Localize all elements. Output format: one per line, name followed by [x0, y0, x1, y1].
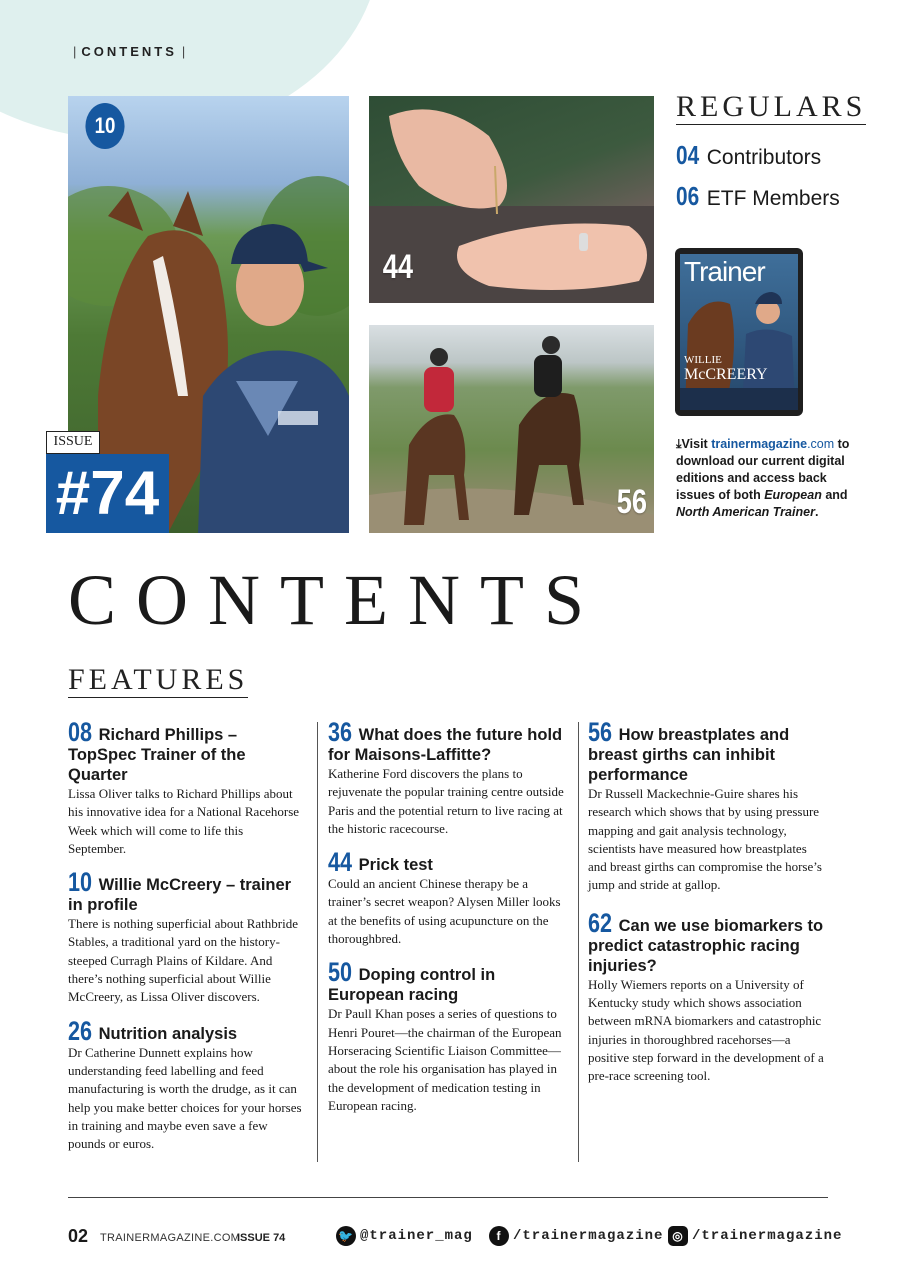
feature-page-number: 50 — [328, 957, 353, 988]
footer-site[interactable]: TRAINERMAGAZINE.COM — [100, 1232, 241, 1244]
feature-title — [328, 957, 564, 1005]
feature-headline: Can we use biomarkers to predict catastrophic racing injuries? — [588, 916, 824, 975]
acupuncture-photo[interactable] — [369, 96, 654, 303]
column-divider — [578, 722, 579, 1162]
feature-item[interactable] — [68, 717, 304, 858]
visit-prefix: Visit — [681, 437, 712, 451]
website-link[interactable]: trainermagazine — [711, 437, 808, 451]
section-header: | CONTENTS | — [73, 44, 186, 59]
magazine-cover-art — [680, 254, 798, 410]
section-header-label: CONTENTS — [81, 44, 177, 59]
feature-page-number: 62 — [588, 907, 613, 938]
feature-title — [328, 717, 564, 765]
website-link-tld[interactable]: .com — [807, 437, 835, 451]
column-divider — [317, 722, 318, 1162]
feature-item[interactable] — [588, 717, 828, 895]
feature-description: Could an ancient Chinese therapy be a trainer’s secret weapon? Alysen Miller looks at the benefits of using acupuncture on the thoroughbred. — [328, 876, 561, 947]
feature-title — [68, 1015, 304, 1046]
feature-item[interactable] — [328, 717, 564, 838]
feature-page-number: 56 — [588, 717, 613, 747]
feature-item[interactable] — [588, 907, 828, 1086]
magazine-name-line1: WILLIE — [684, 354, 722, 366]
instagram-link[interactable] — [668, 1226, 842, 1246]
feature-item[interactable] — [328, 957, 564, 1115]
regulars-title: REGULARS — [676, 90, 867, 123]
feature-page-number: 26 — [68, 1015, 93, 1046]
feature-page-number: 10 — [68, 867, 93, 898]
download-icon: ⤓ — [676, 437, 682, 451]
page-number: 02 — [68, 1226, 89, 1246]
regular-item-number: 04 — [676, 140, 700, 170]
magazine-masthead: Trainer — [684, 256, 765, 287]
feature-page-number: 08 — [68, 717, 93, 747]
features-title: FEATURES — [68, 663, 249, 696]
facebook-icon: f — [489, 1226, 509, 1246]
feature-description: Katherine Ford discovers the plans to rejuvenate the popular training centre outside Paris and the potential return to live racing at the historic racecourse. — [328, 766, 564, 836]
feature-headline: How breastplates and breast girths can inhibit performance — [588, 726, 790, 784]
visit-text: to download our current digital editions and access back issues of both — [676, 437, 850, 502]
feature-number: 10 — [94, 113, 116, 138]
footer-divider — [68, 1197, 828, 1198]
visit-and: and — [821, 488, 848, 502]
magazine-cover-tablet[interactable] — [675, 248, 803, 416]
magazine-name-line2: McCREERY — [684, 366, 768, 383]
feature-item[interactable] — [68, 867, 304, 1006]
feature-headline: What does the future hold for Maisons-Laffitte? — [328, 726, 563, 764]
issue-number: #74 — [46, 454, 169, 533]
feature-item[interactable] — [68, 1015, 304, 1154]
feature-number-badge — [85, 103, 124, 149]
twitter-link[interactable] — [336, 1226, 473, 1246]
feature-description: Lissa Oliver talks to Richard Phillips about his innovative idea for a National Racehorse Week which will come to life this September. — [68, 786, 300, 856]
instagram-handle: /trainermagazine — [692, 1228, 843, 1244]
feature-title — [68, 717, 304, 785]
feature-description: Dr Russell Mackechnie-Guire shares his research which shows that by using pressure mapping and gait analysis technology, scientists have measured how breastplates and breast girths can compromise the horse’s jump and stride at gallop. — [588, 786, 822, 893]
regular-item-contributors[interactable] — [676, 140, 821, 171]
twitter-handle: @trainer_mag — [360, 1228, 473, 1244]
regular-item-etf-members[interactable] — [676, 181, 840, 212]
feature-description: Holly Wiemers reports on a University of Kentucky study which shows association between mRNA biomarkers and catastrophic injuries in thoroughbred racehorses—a positive step forward in the development of a pre-race screening tool. — [588, 976, 824, 1084]
feature-headline: Doping control in European racing — [328, 966, 496, 1005]
feature-title — [588, 717, 828, 785]
instagram-icon: ◎ — [668, 1226, 688, 1246]
feature-title — [68, 867, 304, 915]
features-column-3 — [588, 717, 828, 1100]
visit-european: European — [764, 488, 822, 502]
features-column-1 — [68, 717, 304, 1167]
acupuncture-page-number: 44 — [382, 248, 414, 286]
feature-description: Dr Paull Khan poses a series of questions to Henri Pouret—the chairman of the European Horseracing Scientific Liaison Committee—about the role his organisation has played in the development of medication testing in European racing. — [328, 1006, 562, 1113]
regular-item-label: ETF Members — [706, 187, 840, 210]
feature-headline: Willie McCreery – trainer in profile — [68, 876, 292, 915]
feature-title — [588, 907, 828, 976]
feature-headline: Nutrition analysis — [98, 1024, 238, 1043]
feature-item[interactable] — [328, 847, 564, 948]
page-title: CONTENTS — [68, 560, 604, 640]
visit-end: . — [814, 505, 819, 519]
gallop-illustration — [369, 325, 654, 533]
issue-label: ISSUE — [46, 431, 100, 454]
feature-description: Dr Catherine Dunnett explains how understanding feed labelling and feed manufacturing is worth the drudge, as it can help you make better choices for your horses in training and maybe even save a few pounds or euros. — [68, 1044, 302, 1152]
regular-item-number: 06 — [676, 181, 700, 211]
feature-description: There is nothing superficial about Rathbride Stables, a traditional yard on the history-steeped Curragh Plains of Kildare. And there’s nothing superficial about Willie McCreery, as Lissa Oliver discovers. — [68, 916, 298, 1005]
gallop-page-number: 56 — [616, 483, 648, 521]
facebook-handle: /trainermagazine — [513, 1228, 664, 1244]
feature-headline: Richard Phillips – TopSpec Trainer of the Quarter — [68, 726, 246, 784]
feature-page-number: 44 — [328, 847, 353, 878]
visit-north-american: North American Trainer — [676, 505, 815, 519]
facebook-link[interactable] — [489, 1226, 663, 1246]
regular-item-label: Contributors — [706, 146, 822, 169]
feature-headline: Prick test — [358, 856, 433, 875]
twitter-icon: 🐦 — [336, 1226, 356, 1246]
visit-website-text — [676, 436, 851, 521]
feature-title — [328, 847, 564, 878]
features-column-2 — [328, 717, 564, 1129]
feature-page-number: 36 — [328, 717, 353, 747]
footer-issue: ISSUE 74 — [237, 1232, 286, 1244]
gallop-photo[interactable] — [369, 325, 654, 533]
